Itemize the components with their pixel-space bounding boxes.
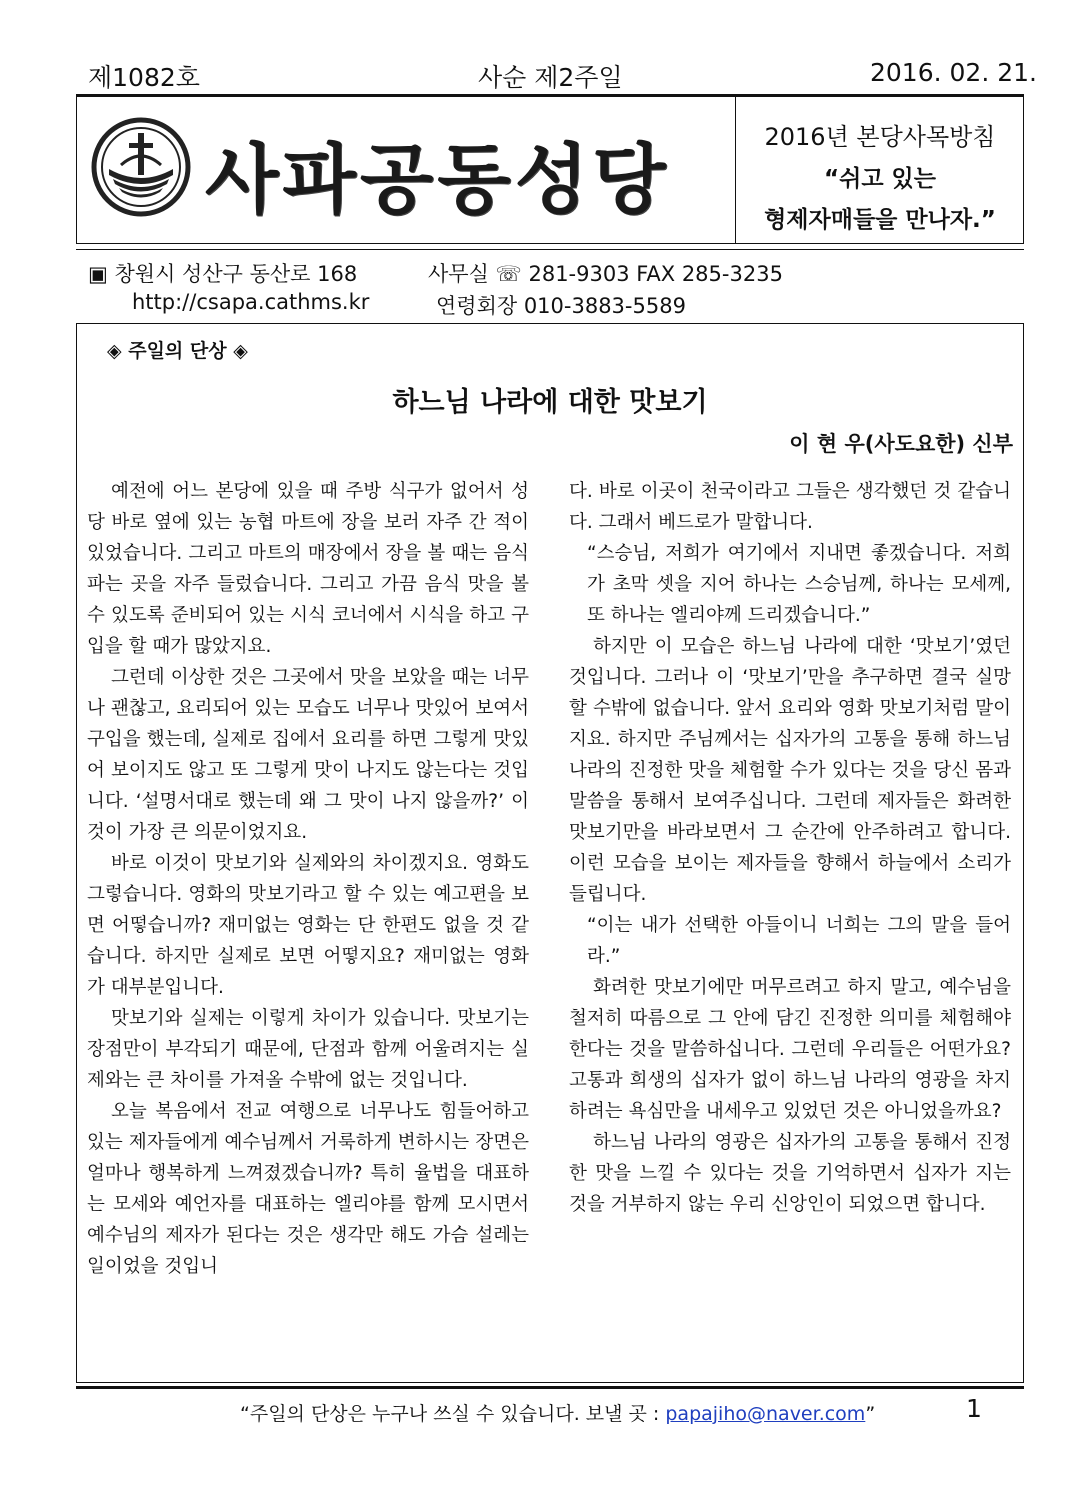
motto-line-2: 형제자매들을 만나자.”: [764, 207, 996, 233]
masthead-rule: [76, 249, 1024, 250]
paragraph: 오늘 복음에서 전교 여행으로 너무나도 힘들어하고 있는 제자들에게 예수님께서 거룩하게 변하시는 장면은 얼마나 행복하게 느껴졌겠습니까? 특히 율법을 대표하는 모세와 예언자를 대표하는 엘리야를 함께 모시면서 예수님의 제자가 된다는 것은 생각만 해도 가슴 설레는 일이었을 것입니: [87, 1101, 529, 1277]
address: ▣ 창원시 성산구 동산로 168: [88, 262, 358, 286]
footer-note-end: ”: [865, 1403, 876, 1425]
issue-number: 제1082호: [88, 63, 200, 92]
paragraph: 바로 이것이 맛보기와 실제와의 차이겠지요. 영화도 그렇습니다. 영화의 맛보기라고 할 수 있는 예고편을 보면 어떻습니까? 재미없는 영화는 단 한편도 없을 것 같습니다. 하지만 실제로 보면 어떻지요? 재미없는 영화가 대부분입니다.: [87, 853, 529, 998]
paragraph: 예전에 어느 본당에 있을 때 주방 식구가 없어서 성당 바로 옆에 있는 농협 마트에 장을 보러 자주 간 적이 있었습니다. 그리고 마트의 매장에서 장을 볼 때는 음식 파는 곳을 자주 들렀습니다. 그리고 가끔 음식 맛을 볼 수 있도록 준비되어 있는 시식 코너에서 시식을 하고 구입을 할 때가 많았지요.: [87, 481, 529, 657]
article-author: 이 현 우(사도요한) 신부: [789, 432, 1013, 456]
footer-note-text: “주일의 단상은 누구나 쓰실 수 있습니다. 보낼 곳 :: [240, 1403, 666, 1425]
issue-date: 2016. 02. 21.: [870, 58, 1037, 87]
article-right-column: [569, 476, 1011, 1220]
article-left-column: [87, 476, 529, 1282]
motto-title: 2016년 본당사목방침: [764, 123, 996, 151]
footer-rule: [76, 1386, 1024, 1389]
motto-line-1: “쉬고 있는: [824, 166, 936, 192]
liturgical-week: 사순 제2주일: [478, 63, 623, 92]
pastoral-motto-box: [735, 97, 1024, 243]
scripture-quote: “이는 내가 선택한 아들이니 너희는 그의 말을 들어라.”: [587, 915, 1011, 967]
parish-logo: [91, 117, 191, 217]
article-title: 하느님 나라에 대한 맛보기: [392, 387, 708, 418]
section-label: ◈ 주일의 단상 ◈: [107, 340, 248, 362]
association-phone: 연령회장 010-3883-5589: [436, 294, 686, 318]
paragraph: 화려한 맛보기에만 머무르려고 하지 말고, 예수님을 철저히 따름으로 그 안에 담긴 진정한 의미를 체험해야 한다는 것을 말씀하십니다. 그런데 우리들은 어떤가요? 고통과 희생의 십자가 없이 하느님 나라의 영광을 차지하려는 욕심만을 내세우고 있었던 것은 아니었을까요?: [569, 977, 1011, 1122]
paragraph: 하지만 이 모습은 하느님 나라에 대한 ‘맛보기’였던 것입니다. 그러나 이 ‘맛보기’만을 추구하면 결국 실망할 수밖에 없습니다. 앞서 요리와 영화 맛보기처럼 말이지요. 하지만 주님께서는 십자가의 고통을 통해 하느님 나라의 진정한 맛을 체험할 수가 있다는 것을 당신 몸과 말씀을 통해서 보여주십니다. 그런데 제자들은 화려한 맛보기만을 바라보면서 그 순간에 안주하려고 합니다. 이런 모습을 보이는 제자들을 향해서 하늘에서 소리가 들립니다.: [569, 636, 1011, 905]
paragraph: 그런데 이상한 것은 그곳에서 맛을 보았을 때는 너무나 괜찮고, 요리되어 있는 모습도 너무나 맛있어 보여서 구입을 했는데, 실제로 집에서 요리를 하면 그렇게 맛있어 보이지도 않고 또 그렇게 맛이 나지도 않는다는 것입니다. ‘설명서대로 했는데 왜 그 맛이 나지 않을까?’ 이것이 가장 큰 의문이었지요.: [87, 667, 529, 843]
masthead: [76, 97, 1024, 244]
website-link[interactable]: http://csapa.cathms.kr: [132, 290, 370, 314]
email-link[interactable]: papajiho@naver.com: [665, 1403, 866, 1425]
page-number: 1: [966, 1394, 982, 1423]
paragraph: 하느님 나라의 영광은 십자가의 고통을 통해서 진정한 맛을 느낄 수 있다는 것을 기억하면서 십자가 지는 것을 거부하지 않는 우리 신앙인이 되었으면 합니다.: [569, 1132, 1011, 1215]
paragraph: 맛보기와 실제는 이렇게 차이가 있습니다. 맛보기는 장점만이 부각되기 때문에, 단점과 함께 어울려지는 실제와는 큰 차이를 가져올 수밖에 없는 것입니다.: [87, 1008, 529, 1091]
article-box: [76, 323, 1024, 1383]
paragraph: 다. 바로 이곳이 천국이라고 그들은 생각했던 것 같습니다. 그래서 베드로가 말합니다.: [569, 481, 1011, 533]
parish-name: 사파공동성당: [205, 135, 670, 224]
scripture-quote: “스승님, 저희가 여기에서 지내면 좋겠습니다. 저희가 초막 셋을 지어 하나는 스승님께, 하나는 모세께, 또 하나는 엘리야께 드리겠습니다.”: [587, 543, 1011, 626]
footer-note: [240, 1399, 875, 1426]
office-phone: 사무실 ☏ 281-9303 FAX 285-3235: [428, 262, 783, 286]
